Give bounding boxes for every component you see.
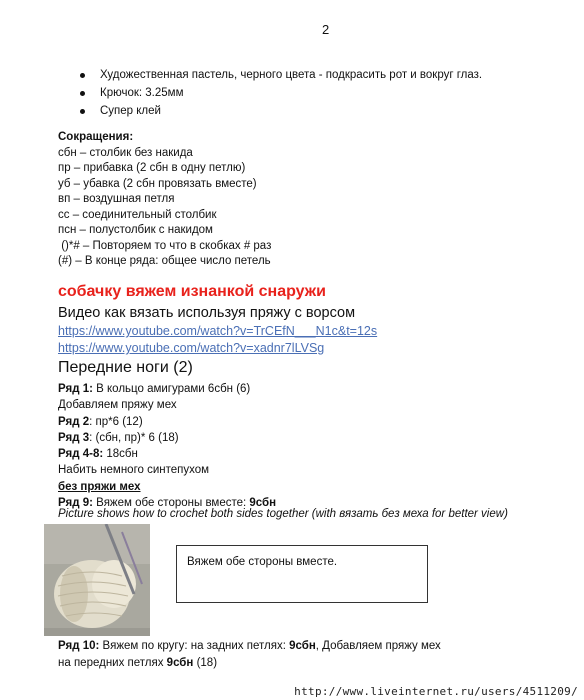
add-fur-note: Добавляем пряжу мех [58, 399, 177, 412]
materials-list [78, 66, 482, 120]
row-4-8: Ряд 4-8: 18сбн [58, 448, 138, 461]
bullet-icon [80, 73, 85, 78]
bullet-icon [80, 91, 85, 96]
front-legs-heading: Передние ноги (2) [58, 359, 193, 376]
red-heading: собачку вяжем изнанкой снаружи [58, 283, 326, 300]
row-1: Ряд 1: В кольцо амигурами 6сбн (6) [58, 383, 251, 395]
abbreviation-item: псн – полустолбик с накидом [58, 224, 213, 236]
abbreviations-title: Сокращения: [58, 131, 134, 143]
row-3: Ряд 3: (сбн, пр)* 6 (18) [58, 431, 179, 444]
rows-block [58, 381, 276, 511]
abbreviation-item: вп – воздушная петля [58, 193, 175, 205]
callout-box: Вяжем обе стороны вместе. [176, 545, 428, 603]
abbreviation-item: сбн – столбик без накида [58, 146, 193, 159]
row-2: Ряд 2: пр*6 (12) [58, 415, 143, 428]
abbreviation-item: пр – прибавка (2 сбн в одну петлю) [58, 162, 246, 174]
youtube-link-1[interactable]: https://www.youtube.com/watch?v=TrCEfN___N1c&t=12s [58, 324, 378, 338]
photo-caption: Picture shows how to crochet both sides together (with вязать без меха for better view) [58, 508, 508, 520]
bullet-icon [80, 109, 85, 114]
video-heading: Видео как вязать используя пряжу с ворсом [58, 305, 356, 321]
abbreviation-item: уб – убавка (2 сбн провязать вместе) [58, 177, 257, 190]
list-item: Крючок: 3.25мм [78, 84, 482, 102]
row-9: Ряд 9: Вяжем обе стороны вместе: 9сбн [58, 497, 277, 510]
stuff-note: Набить немного синтепухом [58, 464, 210, 477]
row-10-line-1: Ряд 10: Вяжем по кругу: на задних петлях: 9сбн, Добавляем пряжу мех [58, 640, 441, 652]
watermark-url: http://www.liveinternet.ru/users/4511209/ [294, 685, 578, 698]
abbreviation-item: ()*# – Повторяем то что в скобках # раз [58, 239, 272, 252]
no-fur-note: без пряжи мех [58, 480, 141, 493]
abbreviations-block [58, 130, 271, 270]
list-item: Супер клей [78, 102, 482, 120]
row-10-line-2: на передних петлях 9сбн (18) [58, 656, 218, 669]
list-item: Художественная пастель, черного цвета - подкрасить рот и вокруг глаз. [78, 66, 482, 84]
page-number: 2 [322, 22, 330, 37]
crochet-photo [44, 524, 150, 636]
abbreviation-item: сс – соединительный столбик [58, 208, 217, 221]
abbreviation-item: (#) – В конце ряда: общее число петель [58, 255, 271, 267]
youtube-link-2[interactable]: https://www.youtube.com/watch?v=xadnr7lLVSg [58, 341, 325, 355]
row-10-block [58, 638, 441, 671]
